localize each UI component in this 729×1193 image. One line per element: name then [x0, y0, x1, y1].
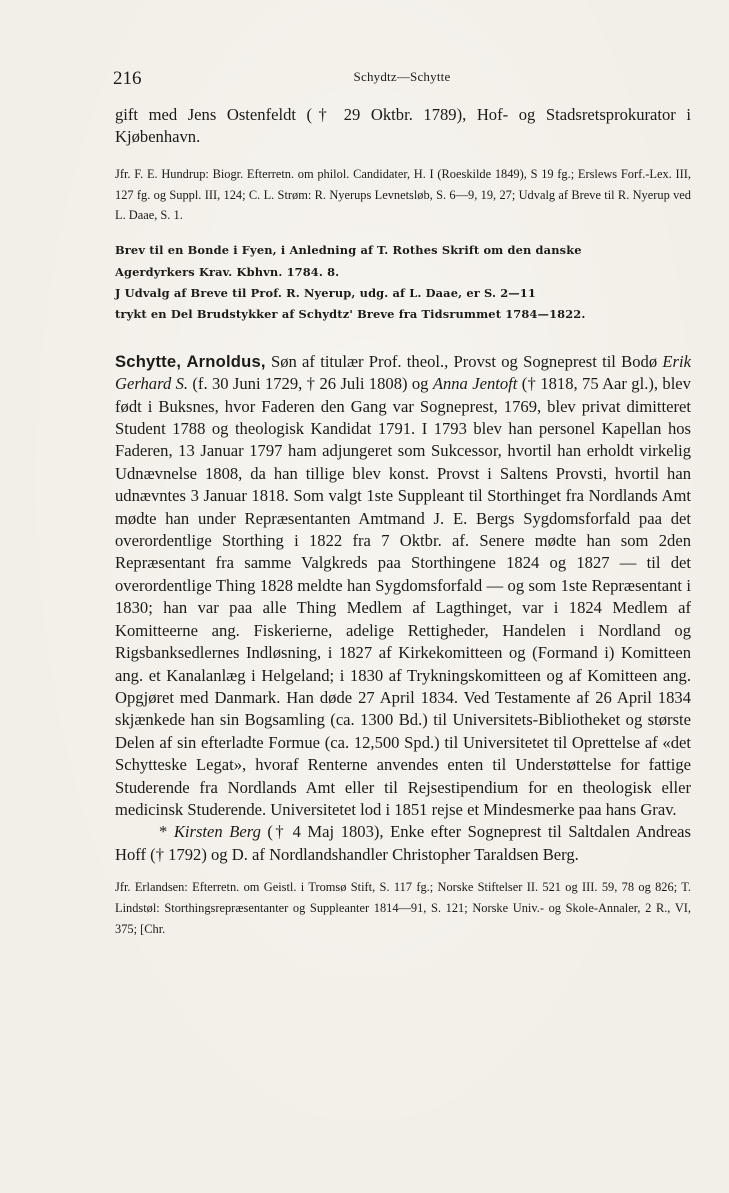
references-previous-entry: Jfr. F. E. Hundrup: Biogr. Efterretn. om philol. Candidater, H. I (Roeskilde 1849), S 19 fg.; Erslews Forf.-Lex. III, 127 fg. og Suppl. III, 124; C. L. Strøm: R. Nyerups Levnetsløb, S. 6—9, 19, 27; Udvalg af Breve til R. Nyerup ved L. Daae, S. 1.	[115, 166, 691, 223]
wife-paragraph	[115, 821, 691, 866]
fraktur-line-3: J Udvalg af Breve til Prof. R. Nyerup, udg. af L. Daae, er S. 2—11	[115, 286, 536, 301]
page-number: 216	[113, 68, 142, 89]
entry-text-part-1: Søn af titulær Prof. theol., Provst og Sogneprest til Bodø	[265, 351, 663, 371]
running-title: Schydtz—Schytte	[353, 69, 451, 84]
entry-text-part-3: († 1818, 75 Aar gl.), blev født i Buksnes, hvor Faderen den Gang var Sogneprest, 1769, blev privat dimitteret Student 1788 og theologisk Kandidat 1791. I 1793 blev han personel Kapellan hos Faderen, 13 Januar 1797 ham adjungeret som Sukcessor, hvortil han erholdt virkelig Udnævnelse 1808, da han tillige blev konst. Provst i Saltens Provsti, hvortil han udnævntes 3 Januar 1818. Som valgt 1ste Suppleant til Storthinget fra Nordlands Amt mødte han under Repræsentanten Amtmand J. E. Bergs Sygdomsforfald paa det overordentlige Storthing i 1822 fra 7 Oktbr. af. Senere mødte han som 2den Repræsentant fra samme Valgkreds paa Storthingene 1824 og 1827 — til det overordentlige Thing 1828 meldte han Sygdomsforfald — og som 1ste Repræsentant i 1830; han var paa alle Thing Medlem af Lagthinget, var i 1824 Medlem af Komitteerne ang. Fiskerierne, adelige Rettigheder, Handelen i Nordland og Rigsbanksedlernes Indløsning, i 1827 af Kirkekomitteen og (Formand i) Komitteen ang. et Kanalanlæg i Helgeland; i 1830 af Trykningskomitteen og af Komitteen ang. Opgjøret med Danmark. Han døde 27 April 1834. Ved Testamente af 26 April 1834 skjænkede han sin Bogsamling (ca. 1300 Bd.) til Universitets-Bibliotheket og største Delen af sin efterladte Formue (ca. 12,500 Spd.) til Universitetet til Oprettelse af «det Schytteske Legat», hvoraf Renterne anvendes enten til Understøttelse for fattige Studerende fra Nordlands Amt eller til Rejsestipendium for en theologisk eller medicinsk Studerende. Universitetet lod i 1851 rejse et Mindesmerke paa hans Grav.	[115, 374, 691, 819]
wife-name: Kirsten Berg	[173, 822, 261, 842]
marriage-star: *	[159, 822, 174, 842]
fraktur-bibliography	[115, 240, 691, 326]
father-name: Erik Gerhard S.	[115, 351, 691, 394]
entry-headword: Schytte, Arnoldus,	[115, 351, 266, 371]
fraktur-line-2: Agerdyrkers Krav. Kbhvn. 1784. 8.	[115, 264, 340, 279]
entry-text-part-2: (f. 30 Juni 1729, † 26 Juli 1808) og	[188, 374, 433, 394]
fraktur-line-1: Brev til en Bonde i Fyen, i Anledning af T. Rothes Skrift om den danske	[115, 243, 582, 258]
page-body	[115, 104, 691, 940]
fraktur-line-4: trykt en Del Brudstykker af Schydtz' Breve fra Tidsrummet 1784—1822.	[115, 307, 586, 322]
references-schytte: Jfr. Erlandsen: Efterretn. om Geistl. i Tromsø Stift, S. 117 fg.; Norske Stiftelser II. 521 og III. 59, 78 og 826; T. Lindstøl: Storthingsrepræsentanter og Suppleanter 1814—91, S. 121; Norske Univ.- og Skole-Annaler, 2 R., VI, 375; [Chr.	[115, 880, 691, 936]
schytte-entry	[115, 351, 691, 822]
wife-text: († 4 Maj 1803), Enke efter Sogneprest til Saltdalen Andreas Hoff († 1792) og D. af Nordlandshandler Christopher Taraldsen Berg.	[115, 822, 691, 864]
page-header	[113, 68, 691, 92]
previous-entry-ending: gift med Jens Ostenfeldt († 29 Oktbr. 1789), Hof- og Stadsretsprokurator i Kjøbenhavn.	[115, 105, 691, 147]
mother-name: Anna Jentoft	[432, 374, 518, 394]
